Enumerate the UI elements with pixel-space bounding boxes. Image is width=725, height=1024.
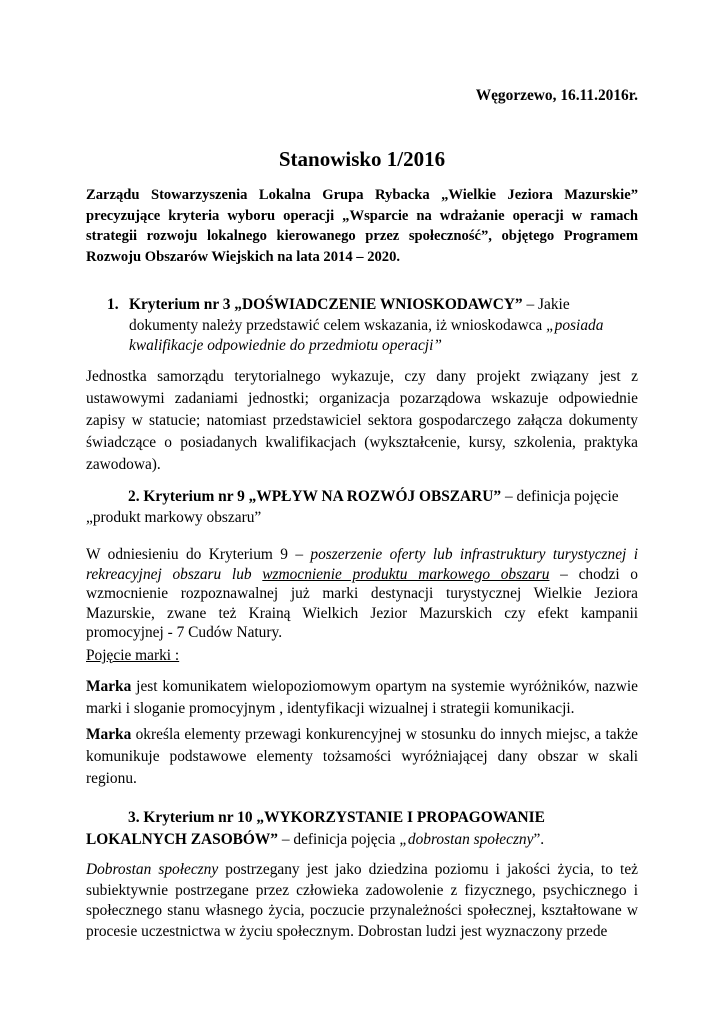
marka-text-1: jest komunikatem wielopoziomowym opartym na systemie wyróżników, nazwie marki i sloganie promocyjnym , identyfikacji wizualnej i strategii komunikacji. — [86, 678, 638, 717]
section-3-heading-plain: – definicja pojęcia — [278, 831, 400, 848]
section-1-number: 1. — [107, 296, 119, 313]
section-3-body-text: postrzegany jest jako dziedzina poziomu i jakości życia, to też subiektywnie postrzegane przez człowieka zadowolenie z fizycznego, psychicznego i społecznego stanu własnego życia, poczucie przynależności społecznej, kształtowane w procesie uczestnictwa w życiu społecznym. Dobrostan ludzi jest wyznaczony przede — [86, 861, 638, 940]
section-2-body-underlined: wzmocnienie produktu markowego obszaru — [262, 565, 550, 583]
section-3-body-italic: Dobrostan społeczny — [86, 861, 219, 878]
marka-heading: Pojęcie marki : — [86, 647, 180, 664]
section-1-heading-plain: – Jakie dokumenty należy przedstawić celem wskazania, iż wnioskodawca — [129, 296, 570, 334]
section-3-heading-bold: 3. Kryterium nr 10 „WYKORZYSTANIE I PROPAGOWANIE LOKALNYCH ZASOBÓW” — [86, 809, 545, 848]
marka-definition-2 — [86, 724, 638, 790]
section-2-body-italic: poszerzenie oferty lub infrastruktury turystycznej i rekreacyjnej obszaru lub — [86, 546, 638, 583]
section-3-heading-end: ”. — [533, 831, 545, 848]
intro-paragraph: Zarządu Stowarzyszenia Lokalna Grupa Rybacka „Wielkie Jeziora Mazurskie” precyzujące kryteria wyboru operacji „Wsparcie na wdrażanie operacji w ramach strategii rozwoju lokalnego kierowanego przez społeczność”, objętego Programem Rozwoju Obszarów Wiejskich na lata 2014 – 2020. — [86, 187, 638, 265]
section-3-heading-italic: „dobrostan społeczny — [399, 831, 534, 848]
document-title: Stanowisko 1/2016 — [278, 147, 446, 171]
section-2-heading — [86, 486, 638, 528]
section-1-heading-italic: „posiada kwalifikacje odpowiednie do przedmiotu operacji” — [129, 316, 604, 354]
section-1-heading-bold: Kryterium nr 3 „DOŚWIADCZENIE WNIOSKODAWCY” — [129, 296, 523, 313]
section-2-body-text-2: – chodzi o wzmocnienie rozpoznawalnej już marki destynacji turystycznej Wielkie Jeziora Mazurskie, zwane też Krainą Wielkich Jezior Mazurskich czy efekt kampanii promocyjnej - 7 Cudów Natury. — [86, 565, 638, 641]
section-1-heading-text — [129, 295, 638, 357]
section-1-body: Jednostka samorządu terytorialnego wykazuje, czy dany projekt związany jest z ustawowymi zadaniami jednostki; organizacja pozarządowa wskazuje odpowiednie zapisy w statucie; natomiast przedstawiciel sektora gospodarczego załącza dokumenty świadczące o posiadanych kwalifikacjach (wykształcenie, kursy, szkolenia, praktyka zawodowa). — [86, 368, 638, 473]
section-1-heading — [107, 295, 638, 357]
marka-term-2: Marka — [86, 726, 132, 743]
place-date: Węgorzewo, 16.11.2016r. — [475, 87, 638, 104]
section-3-heading — [86, 807, 638, 851]
section-2-heading-bold: 2. Kryterium nr 9 „WPŁYW NA ROZWÓJ OBSZARU” — [128, 488, 502, 505]
section-2-body — [86, 545, 638, 643]
marka-term-1: Marka — [86, 678, 132, 695]
section-2-body-text-1: W odniesieniu do Kryterium 9 – — [86, 546, 311, 563]
marka-text-2: określa elementy przewagi konkurencyjnej w stosunku do innych miejsc, a także komunikuje podstawowe elementy tożsamości wyróżniającej dany obszar w skali regionu. — [86, 726, 638, 787]
section-2-heading-plain: – definicja pojęcie „produkt markowy obszaru” — [86, 488, 619, 526]
section-3-body — [86, 860, 638, 942]
marka-definition-1 — [86, 676, 638, 720]
